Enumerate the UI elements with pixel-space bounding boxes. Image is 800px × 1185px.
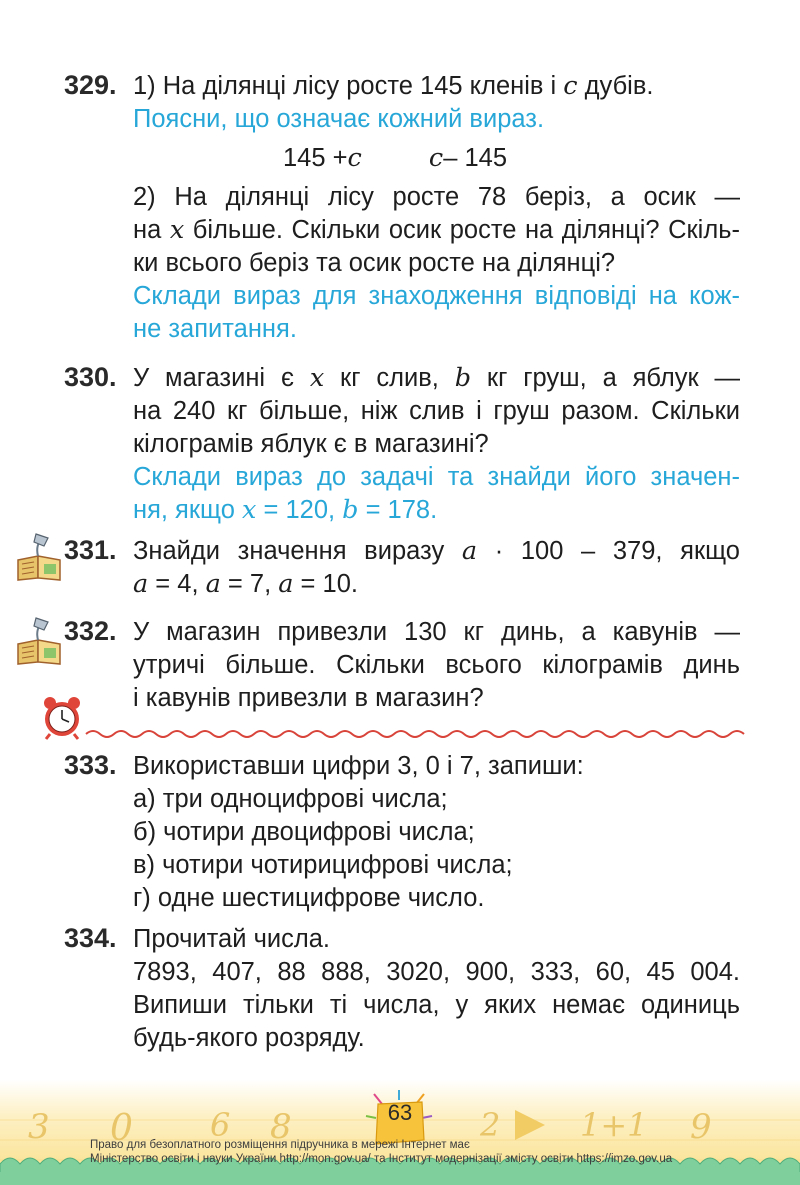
task-text: Прочитай числа. — [133, 925, 330, 953]
task-text: 1) На ділянці лісу росте 145 кленів і c дубів. — [133, 71, 654, 101]
task-body — [133, 70, 740, 346]
copyright-line: Міністерство освіти і науки України http://mon.gov.ua/ та Інститут модернізації змісту освіти https://imzo.gov.ua — [90, 1153, 673, 1165]
task-number: 331. — [64, 535, 117, 565]
task-body — [133, 923, 740, 1055]
task-text: утричі більше. Скільки всього кілограмів динь — [133, 651, 740, 679]
copyright-line: Право для безоплатного розміщення підручника в мережі Інтернет має — [90, 1139, 470, 1151]
task-text: на 240 кг більше, ніж слив і груш разом. Скільки — [133, 397, 740, 425]
task-text: a = 4, a = 7, a = 10. — [133, 569, 358, 599]
decor-digit: 2 — [480, 1106, 501, 1144]
wavy-divider — [0, 714, 800, 754]
task-text: 7893, 407, 88 888, 3020, 900, 333, 60, 45 004. — [133, 958, 740, 986]
task-instruction: ня, якщо x = 120, b = 178. — [133, 495, 438, 525]
list-item: г) одне шестицифрове число. — [133, 884, 485, 912]
decor-digit: 6 — [210, 1106, 231, 1144]
decor-digit: 1+1 — [580, 1106, 648, 1144]
expressions — [133, 142, 740, 175]
decor-digit: 9 — [690, 1107, 712, 1147]
decor-digit: 0 — [110, 1108, 133, 1149]
task-instruction: Склади вираз до задачі та знайди його значен- — [133, 463, 740, 491]
list-item: б) чотири двоцифрові числа; — [133, 818, 475, 846]
task-text: ки всього беріз та осик росте на ділянці? — [133, 249, 616, 277]
task-text: Випиши тільки ті числа, у яких немає одиниць — [133, 991, 740, 1019]
task-body — [133, 535, 740, 601]
task-text: 2) На ділянці лісу росте 78 беріз, а осик — — [133, 183, 740, 211]
task-text: і кавунів привезли в магазин? — [133, 684, 484, 712]
list-item: в) чотири чотирицифрові числа; — [133, 851, 513, 879]
task-text: Знайди значення виразу a · 100 – 379, якщо — [133, 536, 740, 566]
alarm-clock-icon — [40, 694, 84, 740]
task-text: У магазині є x кг слив, b кг груш, а яблук — — [133, 363, 741, 393]
book-lamp-icon — [14, 614, 64, 666]
task-instruction: не запитання. — [133, 315, 297, 343]
task-number: 330. — [64, 362, 117, 392]
task-text: на x більше. Скільки осик росте на ділянці? Скіль- — [133, 215, 740, 245]
task-text: будь-якого розряду. — [133, 1024, 365, 1052]
task-instruction: Поясни, що означає кожний вираз. — [133, 105, 545, 133]
task-body — [133, 362, 740, 527]
task-text: Використавши цифри 3, 0 і 7, запиши: — [133, 752, 584, 780]
expression-2: c– 145 — [428, 143, 508, 173]
task-text: кілограмів яблук є в магазині? — [133, 430, 489, 458]
page-number: 63 — [387, 1100, 413, 1125]
task-text: У магазин привезли 130 кг динь, а кавунів — — [133, 618, 740, 646]
task-body — [133, 616, 740, 715]
decor-digit: 3 — [28, 1107, 50, 1147]
expression-1: 145 +c — [283, 143, 362, 173]
task-instruction: Склади вираз для знаходження відповіді на кож- — [133, 282, 740, 310]
task-number: 333. — [64, 750, 117, 780]
list-item: а) три одноцифрові числа; — [133, 785, 448, 813]
task-number: 332. — [64, 616, 117, 646]
task-body — [133, 750, 740, 915]
copyright-notice — [90, 1138, 730, 1166]
task-number: 334. — [64, 923, 117, 953]
book-lamp-icon — [14, 530, 64, 582]
task-number: 329. — [64, 70, 117, 100]
decor-digit: 8 — [270, 1107, 292, 1147]
